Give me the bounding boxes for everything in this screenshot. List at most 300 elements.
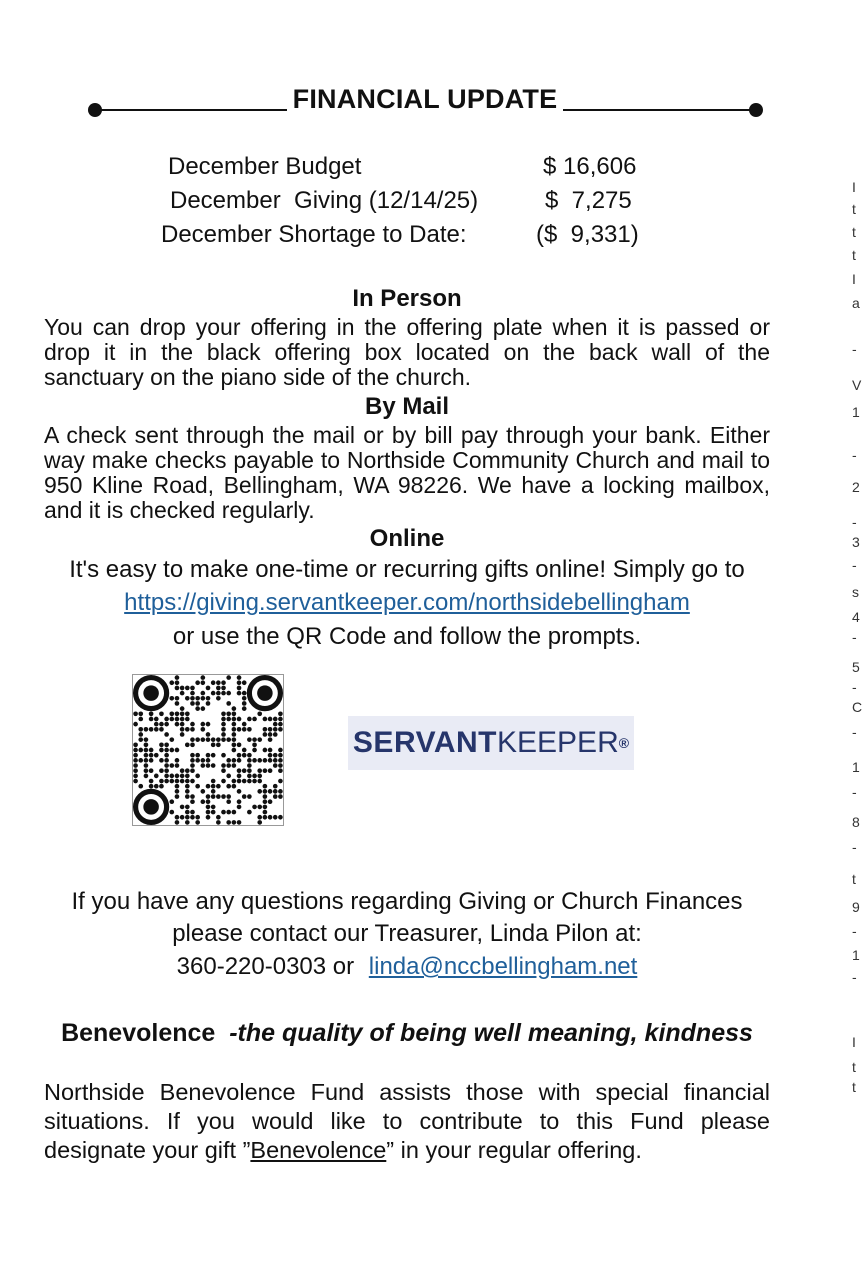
qr-module [237,820,242,825]
qr-module [232,727,237,732]
qr-module [195,784,200,789]
qr-module [226,763,231,768]
qr-module [216,686,221,691]
edge-glyph: 3 [852,534,860,550]
qr-module [268,768,273,773]
edge-glyph: - [852,923,857,939]
qr-module [226,691,231,696]
qr-module [226,784,231,789]
qr-module [268,789,273,794]
qr-module [201,799,206,804]
qr-module [216,743,221,748]
qr-module [185,784,190,789]
qr-module [252,779,257,784]
qr-module [164,758,169,763]
qr-module [263,794,268,799]
qr-module [144,753,149,758]
by-mail-text: A check sent through the mail or by bill pay through your bank. Either way make checks payable to Northside Community Church and mail to 950 Kline Road, Bellingham, WA 98226. We have a locking mailbox, and it is checked regularly. [44,422,770,523]
qr-module [226,737,231,742]
qr-module [190,815,195,820]
edge-glyph: 1 [852,759,860,775]
qr-module [206,810,211,815]
qr-module [154,784,159,789]
qr-module [154,774,159,779]
by-mail-heading: By Mail [364,393,450,420]
shortage-label: December Shortage to Date: [161,221,467,248]
qr-module [232,779,237,784]
qr-module [221,768,226,773]
qr-module [175,763,180,768]
qr-module [180,779,185,784]
qr-module [216,691,221,696]
qr-module [159,768,164,773]
qr-module [221,711,226,716]
qr-module [237,768,242,773]
qr-module [221,794,226,799]
edge-glyph: I [852,1034,856,1050]
qr-module [257,805,262,810]
servantkeeper-logo [348,716,634,770]
giving-label: December Giving (12/14/25) [170,187,479,214]
edge-glyph: 1 [852,404,860,420]
qr-module [169,810,174,815]
qr-module [190,722,195,727]
qr-module [133,758,138,763]
qr-module [206,805,211,810]
qr-module [201,696,206,701]
qr-module [237,717,242,722]
qr-module [180,722,185,727]
qr-module [206,753,211,758]
edge-glyph: 1 [852,947,860,963]
qr-module [190,691,195,696]
qr-module [257,758,262,763]
qr-module [169,717,174,722]
qr-module [133,774,138,779]
qr-module [268,732,273,737]
edge-glyph: 5 [852,659,860,675]
qr-module [149,753,154,758]
qr-module [195,696,200,701]
qr-module [206,722,211,727]
qr-module [221,727,226,732]
qr-module [185,743,190,748]
qr-finder-center [143,799,159,815]
qr-module [273,753,278,758]
qr-module [201,727,206,732]
qr-module [138,758,143,763]
qr-module [273,732,278,737]
qr-module [211,737,216,742]
qr-module [252,805,257,810]
qr-module [195,706,200,711]
qr-module [221,686,226,691]
qr-module [206,799,211,804]
qr-module [257,820,262,825]
qr-module [154,722,159,727]
qr-module [242,680,247,685]
qr-module [263,717,268,722]
qr-module [169,748,174,753]
edge-glyph: - [852,514,857,530]
qr-module [169,763,174,768]
edge-glyph: C [852,699,862,715]
qr-module [206,696,211,701]
qr-module [221,732,226,737]
qr-module [268,815,273,820]
qr-module [185,820,190,825]
qr-module [175,789,180,794]
qr-module [263,727,268,732]
qr-module [242,748,247,753]
qr-module [237,789,242,794]
qr-module [195,815,200,820]
qr-module [190,701,195,706]
qr-module [232,722,237,727]
qr-module [206,794,211,799]
qr-module [257,779,262,784]
edge-glyph: t [852,871,856,887]
qr-module [232,820,237,825]
qr-module [232,758,237,763]
qr-module [263,789,268,794]
qr-module [278,748,283,753]
qr-module [164,717,169,722]
page-title: FINANCIAL UPDATE [94,84,756,115]
qr-module [221,691,226,696]
benevolence-text-before: Northside Benevolence Fund assists those with special financial situations. If you would like to contribute to this Fund please designate your gift ” [44,1079,770,1163]
edge-glyph: V [852,377,862,393]
qr-module [237,686,242,691]
qr-module [242,722,247,727]
qr-module [190,794,195,799]
qr-finder-center [257,685,273,701]
qr-module [190,696,195,701]
qr-module [169,799,174,804]
qr-module [180,774,185,779]
qr-module [138,732,143,737]
edge-glyph: - [852,629,857,645]
qr-module [190,686,195,691]
qr-module [232,763,237,768]
qr-module [149,768,154,773]
online-qr-instruction: or use the QR Code and follow the prompts. [172,623,642,650]
qr-module [175,784,180,789]
qr-module [263,768,268,773]
qr-module [232,743,237,748]
qr-finder-center [143,685,159,701]
qr-module [268,748,273,753]
qr-module [257,815,262,820]
qr-module [164,768,169,773]
qr-module [180,727,185,732]
online-intro: It's easy to make one-time or recurring gifts online! Simply go to [69,556,745,583]
qr-module [263,758,268,763]
giving-link[interactable]: https://giving.servantkeeper.com/northsidebellingham [124,589,690,616]
qr-module [226,711,231,716]
qr-module [169,680,174,685]
qr-module [268,737,273,742]
qr-module [195,701,200,706]
qr-module [180,717,185,722]
qr-module [159,784,164,789]
qr-module [185,717,190,722]
logo-text-bold: SERVANT [352,726,498,759]
qr-module [257,789,262,794]
qr-module [206,758,211,763]
edge-glyph: I [852,271,856,287]
qr-module [190,799,195,804]
qr-module [149,711,154,716]
edge-glyph: - [852,784,857,800]
qr-module [237,805,242,810]
qr-module [242,768,247,773]
qr-module [133,748,138,753]
qr-module [175,717,180,722]
edge-glyph: t [852,1059,856,1075]
qr-module [216,820,221,825]
qr-module [247,758,252,763]
qr-module [175,758,180,763]
qr-module [263,732,268,737]
qr-module [226,810,231,815]
in-person-text: You can drop your offering in the offering plate when it is passed or drop it in the black offering box located on the back wall of the sanctuary on the piano side of the church. [44,314,770,390]
benevolence-keyword: Benevolence [250,1137,387,1163]
qr-code[interactable] [132,674,284,826]
edge-glyph: 2 [852,479,860,495]
qr-module [175,820,180,825]
qr-module [263,805,268,810]
qr-module [180,706,185,711]
edge-glyph: - [852,679,857,695]
qr-module [190,737,195,742]
qr-module [175,779,180,784]
qr-module [169,779,174,784]
qr-module [257,737,262,742]
qr-module [237,675,242,680]
qr-module [159,711,164,716]
qr-module [133,711,138,716]
budget-label: December Budget [168,153,362,180]
qr-module [133,779,138,784]
in-person-heading: In Person [352,285,462,312]
qr-module [273,789,278,794]
qr-module [185,696,190,701]
qr-module [242,794,247,799]
qr-module [252,743,257,748]
qr-module [201,680,206,685]
qr-module [185,774,190,779]
qr-module [278,711,283,716]
qr-module [278,794,283,799]
qr-module [138,737,143,742]
qr-module [232,737,237,742]
contact-line-3 [44,953,770,981]
qr-module [195,758,200,763]
qr-module [201,691,206,696]
qr-module [273,722,278,727]
qr-module [149,717,154,722]
qr-module [242,701,247,706]
qr-module [216,784,221,789]
qr-module [190,727,195,732]
qr-module [154,753,159,758]
edge-glyph: 9 [852,899,860,915]
online-heading: Online [369,525,445,552]
qr-module [268,717,273,722]
benevolence-heading: Benevolence [61,1019,216,1047]
contact-line-1: If you have any questions regarding Giving or Church Finances [71,888,743,915]
edge-glyph: 4 [852,609,860,625]
qr-module [144,727,149,732]
qr-module [232,732,237,737]
qr-module [252,717,257,722]
edge-glyph: t [852,224,856,240]
qr-module [169,774,174,779]
qr-module [149,748,154,753]
qr-module [185,805,190,810]
qr-module [278,727,283,732]
qr-module [211,753,216,758]
qr-module [201,763,206,768]
qr-module [211,691,216,696]
qr-module [211,779,216,784]
qr-module [257,774,262,779]
qr-module [268,758,273,763]
qr-module [185,768,190,773]
qr-module [247,779,252,784]
qr-module [133,753,138,758]
edge-glyph: 8 [852,814,860,830]
qr-module [164,748,169,753]
qr-module [237,779,242,784]
qr-module [278,722,283,727]
qr-module [159,727,164,732]
qr-module [273,784,278,789]
qr-module [175,696,180,701]
qr-module [273,763,278,768]
qr-module [242,691,247,696]
qr-module [226,774,231,779]
treasurer-phone: 360-220-0303 or [176,953,355,980]
qr-module [144,763,149,768]
qr-module [211,784,216,789]
qr-module [247,768,252,773]
qr-module [216,737,221,742]
edge-glyph: I [852,179,856,195]
qr-module [247,717,252,722]
qr-module [263,815,268,820]
qr-module [195,774,200,779]
qr-module [221,810,226,815]
benevolence-text-after: ” in your regular offering. [386,1137,642,1163]
qr-module [175,686,180,691]
qr-module [206,737,211,742]
online-link-wrap [44,589,770,617]
qr-module [138,784,143,789]
shortage-amount: ($ 9,331) [536,221,639,248]
qr-module [190,768,195,773]
qr-module [242,727,247,732]
qr-module [190,779,195,784]
qr-module [144,774,149,779]
qr-module [175,701,180,706]
qr-module [232,706,237,711]
qr-module [226,794,231,799]
qr-module [221,753,226,758]
qr-module [144,748,149,753]
qr-module [273,815,278,820]
qr-module [149,779,154,784]
qr-module [268,753,273,758]
qr-module [195,680,200,685]
qr-module [273,727,278,732]
qr-module [185,779,190,784]
logo-registered-mark: ® [618,735,630,751]
edge-glyph: - [852,341,857,357]
edge-glyph: - [852,969,857,985]
qr-module [273,717,278,722]
qr-module [237,774,242,779]
qr-module [175,722,180,727]
qr-module [278,779,283,784]
qr-module [175,815,180,820]
qr-module [278,763,283,768]
qr-module [268,727,273,732]
qr-module [216,794,221,799]
qr-module [201,758,206,763]
qr-module [138,748,143,753]
treasurer-email-link[interactable]: linda@nccbellingham.net [368,953,638,980]
qr-module [216,696,221,701]
qr-module [278,758,283,763]
qr-module [263,784,268,789]
qr-module [144,758,149,763]
benevolence-text [44,1078,770,1165]
qr-module [216,680,221,685]
qr-module [206,763,211,768]
qr-module [232,748,237,753]
qr-module [180,691,185,696]
qr-module [175,675,180,680]
qr-module [169,737,174,742]
qr-module [242,706,247,711]
qr-module [216,815,221,820]
edge-glyph: - [852,557,857,573]
qr-module [133,763,138,768]
qr-module [221,722,226,727]
qr-module [237,753,242,758]
qr-module [154,717,159,722]
qr-module [232,711,237,716]
qr-module [247,794,252,799]
qr-module [185,810,190,815]
qr-module [247,810,252,815]
qr-module [180,768,185,773]
qr-module [185,789,190,794]
qr-module [257,768,262,773]
qr-module [247,737,252,742]
qr-module [164,779,169,784]
qr-module [164,774,169,779]
qr-module [164,732,169,737]
qr-module [175,774,180,779]
qr-module [149,727,154,732]
qr-module [226,758,231,763]
qr-module [144,768,149,773]
qr-module [138,727,143,732]
edge-glyph: t [852,1079,856,1095]
